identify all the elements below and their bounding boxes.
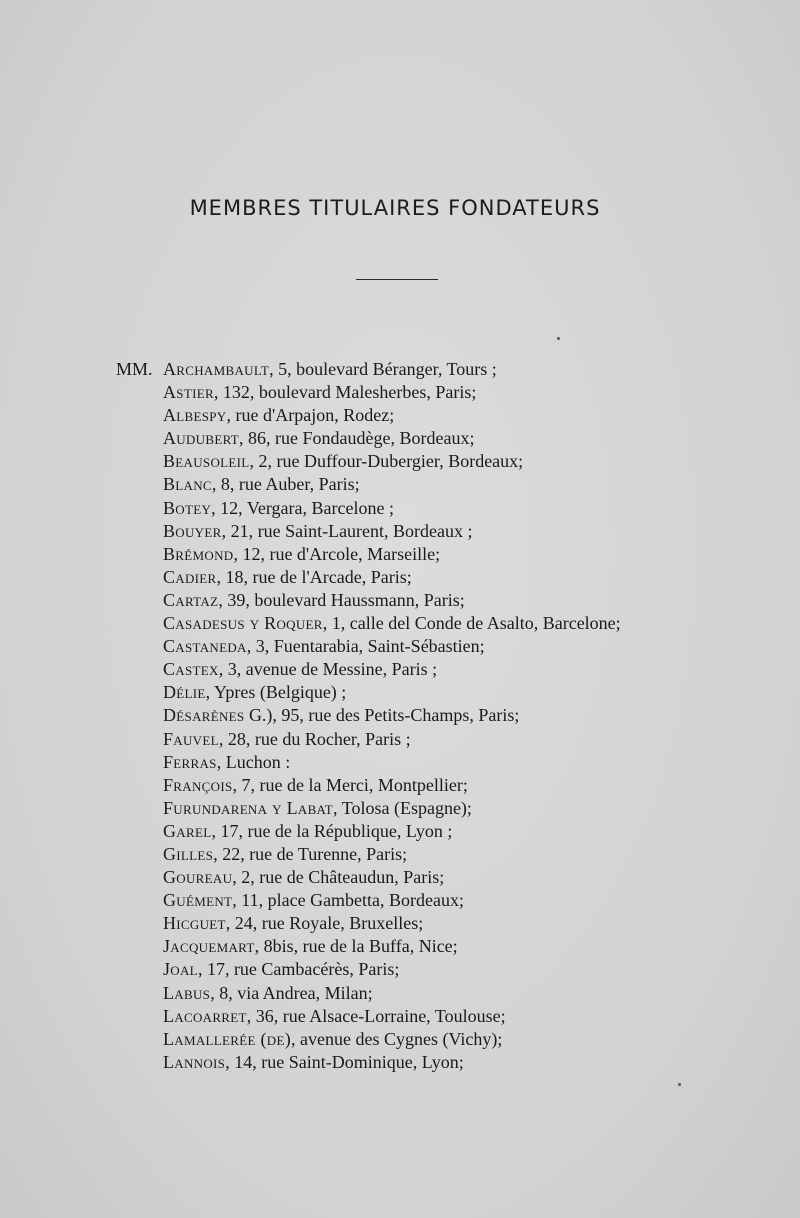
print-speck — [557, 337, 560, 340]
member-entry — [163, 520, 793, 543]
member-address: , 8bis, rue de la Buffa, Nice; — [254, 936, 458, 957]
member-list — [163, 358, 793, 1074]
member-entry — [163, 866, 793, 889]
member-address: , 2, rue de Châteaudun, Paris; — [232, 867, 445, 888]
page-title: MEMBRES TITULAIRES FONDATEURS — [189, 196, 601, 220]
member-name: Hicguet — [163, 913, 226, 934]
member-name: Jacquemart — [163, 936, 255, 957]
member-entry — [163, 543, 793, 566]
member-name: Beausoleil — [163, 451, 250, 472]
member-entry — [163, 612, 793, 635]
member-name: Bouyer — [163, 520, 222, 541]
member-entry — [163, 982, 793, 1005]
member-name: Casadesus y Roquer — [163, 613, 323, 634]
member-address: , 12, rue d'Arcole, Marseille; — [233, 543, 441, 564]
member-entry — [163, 1051, 793, 1074]
member-address: , 8, rue Auber, Paris; — [211, 474, 360, 495]
member-name: Gilles — [163, 843, 214, 864]
member-entry — [163, 797, 793, 820]
member-address: , Luchon : — [216, 751, 291, 772]
member-address: , 1, calle del Conde de Asalto, Barcelone; — [322, 613, 621, 634]
member-address: , 11, place Gambetta, Bordeaux; — [232, 890, 465, 911]
member-entry — [163, 958, 793, 981]
member-address: G.), 95, rue des Petits-Champs, Paris; — [244, 705, 520, 726]
print-speck — [678, 1083, 681, 1086]
member-name: Fauvel — [163, 728, 219, 749]
list-prefix: MM. — [116, 359, 153, 379]
member-address: , 28, rue du Rocher, Paris ; — [218, 728, 411, 749]
member-address: , 36, rue Alsace-Lorraine, Toulouse; — [246, 1005, 506, 1026]
member-name: Lannois — [163, 1051, 226, 1072]
member-entry — [163, 774, 793, 797]
member-address: , 24, rue Royale, Bruxelles; — [225, 913, 424, 934]
member-address: , 5, boulevard Béranger, Tours ; — [269, 359, 497, 379]
member-name: Garel — [163, 820, 212, 841]
member-entry — [163, 658, 793, 681]
member-entry — [163, 497, 793, 520]
member-address: , 39, boulevard Haussmann, Paris; — [218, 589, 465, 610]
member-entry — [163, 381, 793, 404]
member-entry — [163, 704, 793, 727]
member-address: , 7, rue de la Merci, Montpellier; — [232, 774, 468, 795]
member-entry — [163, 404, 793, 427]
member-entry — [163, 1028, 793, 1051]
member-name: Labus — [163, 982, 211, 1003]
member-entry — [163, 820, 793, 843]
member-name: Délie — [163, 682, 206, 703]
member-name: Albespy — [163, 405, 227, 426]
member-address: , 17, rue de la République, Lyon ; — [211, 820, 453, 841]
member-address: , 8, via Andrea, Milan; — [210, 982, 373, 1003]
member-address: , 3, Fuentarabia, Saint-Sébastien; — [246, 636, 485, 657]
member-entry — [163, 473, 793, 496]
member-address: , avenue des Cygnes (Vichy); — [291, 1028, 503, 1049]
member-name: Joal — [163, 959, 198, 980]
member-address: , rue d'Arpajon, Rodez; — [226, 405, 395, 426]
member-entry — [163, 889, 793, 912]
member-name: Blanc — [163, 474, 212, 495]
member-entry — [163, 751, 793, 774]
member-entry — [163, 728, 793, 751]
member-address: , 14, rue Saint-Dominique, Lyon; — [225, 1051, 464, 1072]
member-entry — [163, 935, 793, 958]
member-name: Goureau — [163, 867, 233, 888]
member-name: François — [163, 774, 233, 795]
member-address: , 22, rue de Turenne, Paris; — [213, 843, 408, 864]
member-entry — [163, 427, 793, 450]
member-name: Furundarena y Labat — [163, 797, 334, 818]
member-entry — [163, 566, 793, 589]
member-name: Audubert — [163, 428, 240, 449]
member-name: Cadier — [163, 566, 217, 587]
member-address: , 86, rue Fondaudège, Bordeaux; — [239, 428, 475, 449]
member-address: , 2, rue Duffour-Dubergier, Bordeaux; — [249, 451, 524, 472]
member-entry — [163, 1005, 793, 1028]
member-name: Astier — [163, 382, 214, 403]
member-address: , Ypres (Belgique) ; — [205, 682, 347, 703]
member-name: Cartaz — [163, 589, 219, 610]
title-rule — [356, 279, 438, 280]
member-name: Désarènes — [163, 705, 245, 726]
member-name: Brémond — [163, 543, 234, 564]
member-address: , 12, Vergara, Barcelone ; — [211, 497, 394, 518]
member-name: Lacoarret — [163, 1005, 247, 1026]
member-entry — [163, 912, 793, 935]
member-entry — [163, 358, 793, 381]
member-address: , 3, avenue de Messine, Paris ; — [218, 659, 438, 680]
member-name: Ferras — [163, 751, 217, 772]
member-address: , Tolosa (Espagne); — [333, 797, 472, 818]
member-address: , 18, rue de l'Arcade, Paris; — [216, 566, 412, 587]
member-name: Castex — [163, 659, 219, 680]
member-name: Castaneda — [163, 636, 247, 657]
member-entry — [163, 450, 793, 473]
member-name: Archambault — [163, 359, 270, 379]
member-address: , 132, boulevard Malesherbes, Paris; — [213, 382, 477, 403]
member-address: , 17, rue Cambacérès, Paris; — [197, 959, 400, 980]
member-name: Botey — [163, 497, 212, 518]
member-entry — [163, 843, 793, 866]
member-entry — [163, 635, 793, 658]
member-name: Lamallerée (de) — [163, 1028, 292, 1049]
member-entry — [163, 589, 793, 612]
member-entry — [163, 681, 793, 704]
member-name: Guément — [163, 890, 233, 911]
member-address: , 21, rue Saint-Laurent, Bordeaux ; — [221, 520, 473, 541]
